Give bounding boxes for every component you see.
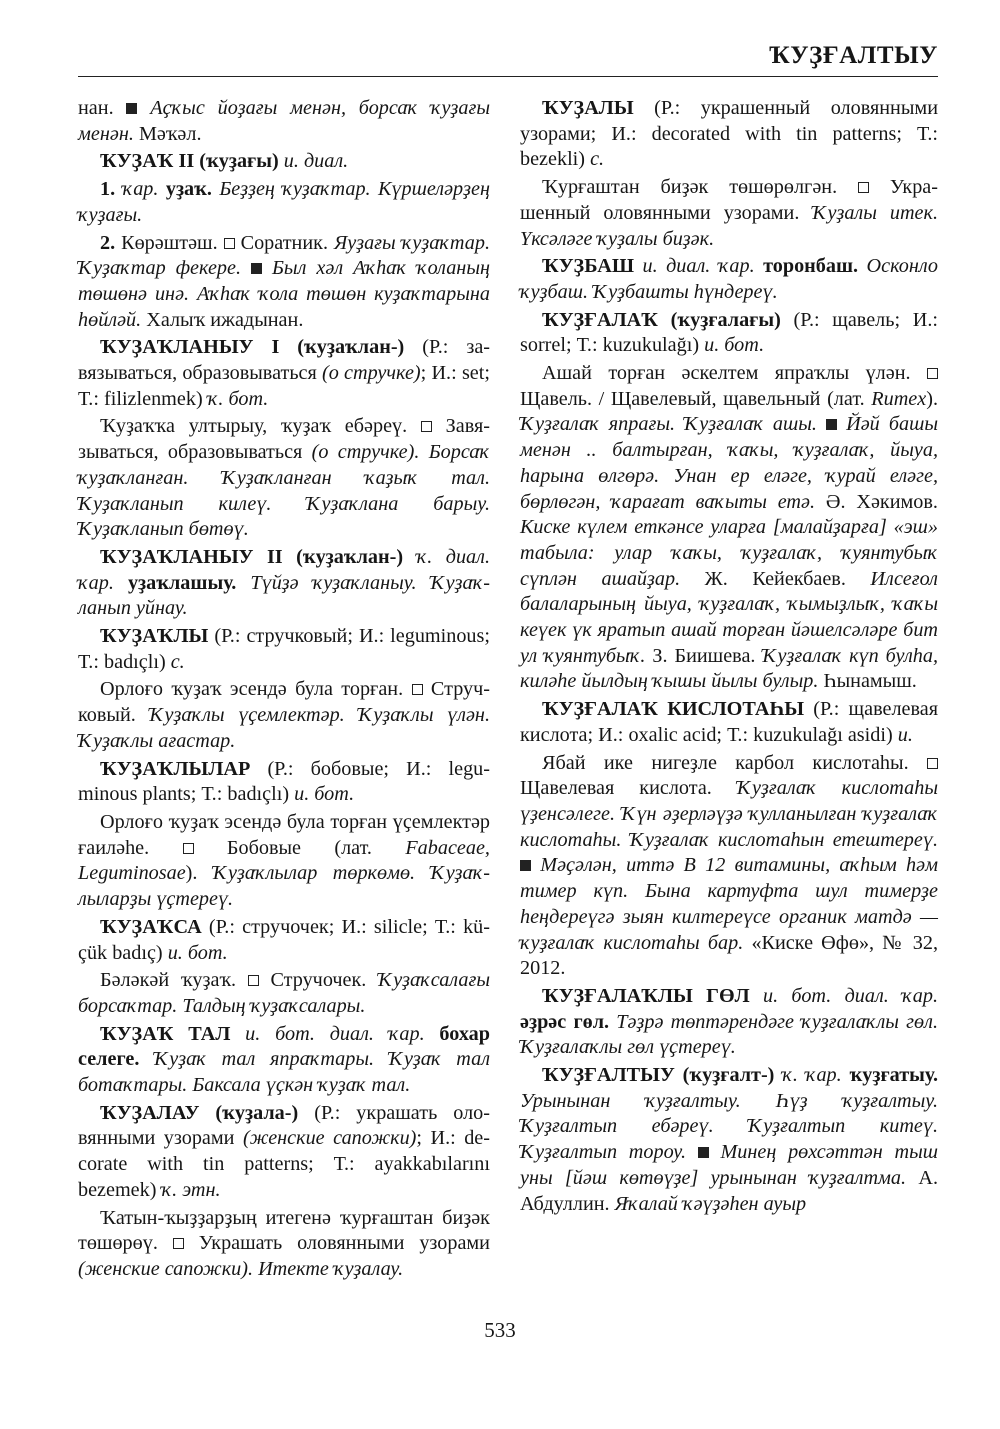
example-marker-icon: [126, 103, 137, 114]
translation-marker-icon: [927, 758, 938, 769]
entry-kuzgalak: ҠУҘҒАЛАҠ (ҡуҙғалағы) (Р.: щавель; И.: sorrel; Т.: kuzukulağı) и. бот.: [520, 308, 938, 357]
translation-marker-icon: [421, 421, 432, 432]
definition: Ҡатын-ҡыҙҙарҙың итегенә ҡурғаштан биҙәк төшөрөү. Украшать оловянными узорами (женские сапожки). Итекте ҡуҙалау.: [78, 1206, 490, 1280]
definition: Ҡурғаштан биҙәк төшөрөлгән. Украшенный оловянными узорами. Ҡуҙалы итек. Үксәләге ҡуҙалы биҙәк.: [520, 176, 939, 250]
page-header: [78, 42, 938, 78]
headword: ҠУҘАҠЛАНЫУ II (ҡуҙаҡлан-): [100, 545, 404, 568]
sense-1: 1. ҡар. уҙаҡ. Беҙҙең ҡуҙаҡтар. Күршеләрҙең ҡуҙағы.: [78, 178, 491, 226]
entry-kuzbash: ҠУҘБАШ и. диал. ҡар. торонбаш. Осконло ҡуҙбаш. Ҡуҙбашты һүндереү.: [520, 255, 938, 303]
definition: Ашай торған әскелтем япраҡлы үлән. Щавель. / Щавелевый, щавельный (лат. Rumex). Ҡуҙғалаҡ япрағы. Ҡуҙғалаҡ ашы. Йәй башы менән .. балтырған, ҡаҡы, ҡуҙғалаҡ, йыуа, һарына өлгөрә. Унан ер еләге, ҡурай еләге, бөрлөгән, ҡарағат ваҡыты етә. Ә. Хәкимов. Киске күлем еткәнсе уларға [малайҙарға] «эш» табыла: улар ҡаҡы, ҡуҙғалаҡ, ҡуянтубыҡ сүплән ашайҙар. Ж. Кейекбаев. Илсеғол балаларының йыуа, ҡуҙғалаҡ, ҡымыҙлыҡ, ҡаҡы кеүек үк яратып ашай торған йәшелсәләре бит ул ҡуянтубыҡ. З. Биишева. Ҡуҙғалаҡ күп булһа, киләһе йылдың ҡышы йылы булыр. Һынамыш.: [520, 362, 938, 693]
headword: ҠУҘҒАЛАҠЛЫ ГӨЛ: [542, 984, 750, 1007]
headword: ҠУҘАЛЫ: [542, 97, 634, 119]
headword: ҠУҘАҠСА: [100, 915, 202, 938]
entry-kuzalau: ҠУҘАЛАУ (ҡуҙала-) (Р.: украшать оловянными узорами (женские сапожки); И.: decorate with tin patterns; Т.: ayakkabılarını bezemek) ҡ. этн.: [78, 1101, 491, 1201]
entry-kuzaklanyu-1: ҠУҘАҠЛАНЫУ I (ҡуҙаҡлан-) (Р.: завязываться, образовываться (о стручке); И.: set; Т.: filizlenmek) ҡ. бот.: [78, 336, 491, 410]
definition: Бәләкәй ҡуҙаҡ. Стручочек. Ҡуҙаҡсалағы борсаҡтар. Талдың ҡуҙаҡсалары.: [78, 969, 490, 1017]
translation-marker-icon: [927, 368, 938, 379]
entry-kuzak-2: ҠУҘАҠ II (ҡуҙағы) и. диал.: [100, 150, 349, 173]
entry-kuzaksa: ҠУҘАҠСА (Р.: стручочек; И.: silicle; Т.: küçük badıç) и. бот.: [78, 915, 490, 964]
entry-kuzgaltyu: ҠУҘҒАЛТЫУ (ҡуҙғалт-) ҡ. ҡар. ҡуҙғатыу. Урынынан ҡуҙғалтыу. Һүҙ ҡуҙғалтыу. Ҡуҙғалтып ебәреү. Ҡуҙғалтып китеү. Ҡуҙғалтып тороу. Минең рөхсәттән тыш уны [йәш көтөүҙе] урынынан ҡуҙғалтма. А. Абдуллин. Яҡалай ҡәүҙәһен ауыр: [520, 1064, 939, 1215]
example-marker-icon: [826, 419, 837, 430]
entry-kuzak-tal: ҠУҘАҠ ТАЛ и. бот. диал. ҡар. бохар селеге. Ҡуҙаҡ тал япраҡтары. Ҡуҙаҡ тал ботаҡтары. Баксала үҫкән ҡуҙаҡ тал.: [78, 1022, 490, 1097]
translation-marker-icon: [412, 684, 423, 695]
entry-kuzaklylar: ҠУҘАҠЛЫЛАР (Р.: бобовые; И.: leguminous plants; Т.: badıçlı) и. бот.: [78, 757, 490, 806]
entry-kuzaklanyu-2: ҠУҘАҠЛАНЫУ II (ҡуҙаҡлан-) ҡ. диал. ҡар. уҙаҡлашыу. Түйҙә ҡуҙаҡланыу. Ҡуҙаҡланып уйнау.: [78, 545, 490, 620]
definition: Ябай ике нигеҙле карбол кислотаһы. Щавелевая кислота. Ҡуҙғалаҡ кислотаһы үҙенсәлеге. Ҡүн әҙерләүҙә ҡулланылған ҡуҙғалаҡ кислотаһы. Ҡуҙғалаҡ кислотаһын етештереү. Мәҫәлән, иттә В 12 витамины, аҡһым һәм тимер күп. Бына картуфта шул тимерҙе һеңдереүгә зыян килтереүсе органик матдә — ҡуҙғалаҡ кислотаһы бар. «Киске Өфө», № 32, 2012.: [520, 751, 939, 980]
sense-2: 2. Көрәштәш. Соратник. Яуҙағы ҡуҙаҡтар. Ҡуҙаҡтар фекере. Был хәл Аҡһаҡ ҡоланың төшөнә инә. Аҡһаҡ ҡола төшөн куҙаҡтарына һөйләй. Халыҡ ижадынан.: [78, 231, 491, 331]
translation-marker-icon: [858, 182, 869, 193]
headword: ҠУҘҒАЛАҠ (ҡуҙғалағы): [542, 308, 781, 331]
definition: Орлоғо ҡуҙаҡ эсендә була торған. Стручковый. Ҡуҙаҡлы үҫемлектәр. Ҡуҙаҡлы үлән. Ҡуҙаҡлы ағастар.: [78, 678, 490, 752]
running-head: ҠУҘҒАЛТЫУ: [769, 42, 938, 69]
left-column: [78, 96, 490, 1285]
definition: Орлоғо ҡуҙаҡ эсендә була торған үҫемлектәр ғаиләһе. Бобовые (лат. Fabaceae, Leguminosae). Ҡуҙаҡлылар төркөмө. Ҡуҙаҡлыларҙы үҫтереү.: [78, 810, 490, 911]
definition: Ҡуҙаҡҡа ултырыу, ҡуҙаҡ ебәреү. Завязываться, образовываться (о стручке). Борсаҡ ҡуҙаҡланған. Ҡуҙаҡланған ҡаҙыҡ тал. Ҡуҙаҡланып килеү. Ҡуҙаҡлана барыу. Ҡуҙаҡланып бөтөү.: [78, 415, 491, 541]
entry-kuzakly: ҠУҘАҠЛЫ (Р.: стручковый; И.: leguminous; Т.: badıçlı) с.: [78, 625, 490, 673]
translation-marker-icon: [183, 843, 194, 854]
headword: ҠУҘАҠ ТАЛ: [100, 1022, 231, 1045]
headword: ҠУҘАҠЛЫЛАР: [100, 757, 251, 780]
entry-kuzaly: ҠУҘАЛЫ (Р.: украшенный оловянными узорами; И.: decorated with tin patterns; Т.: bezekli) с.: [520, 97, 938, 171]
header-rule: [78, 76, 938, 77]
translation-marker-icon: [248, 975, 259, 986]
example-marker-icon: [520, 860, 531, 871]
translation-marker-icon: [224, 238, 235, 249]
entry-kuzgalak-kislotahy: ҠУҘҒАЛАҠ КИСЛОТАҺЫ (Р.: щавелевая кислота; И.: oxalic acid; Т.: kuzukulağı asidi) и.: [520, 698, 938, 746]
page-number: 533: [484, 1318, 516, 1342]
headword: ҠУҘАҠ II (ҡуҙағы): [100, 150, 279, 173]
translation-marker-icon: [173, 1238, 184, 1249]
entry-continuation: нан. Аҫҡыс йоҙағы менән, борсаҡ ҡуҙағы менән. Мәҡәл.: [78, 97, 490, 145]
headword: ҠУҘБАШ: [542, 255, 635, 278]
headword: ҠУҘАҠЛЫ: [100, 625, 209, 648]
entry-kuzgalakly-gol: ҠУҘҒАЛАҠЛЫ ГӨЛ и. бот. диал. ҡар. әҙрәс гөл. Тәҙрә төптәрендәге ҡуҙғалаҡлы гөл. Ҡуҙғалаҡлы гөл үҫтереү.: [520, 984, 938, 1059]
headword: ҠУҘАҠЛАНЫУ I (ҡуҙаҡлан-): [100, 336, 405, 359]
headword: ҠУҘҒАЛТЫУ (ҡуҙғалт-): [542, 1064, 775, 1087]
example-marker-icon: [698, 1147, 709, 1158]
headword: ҠУҘҒАЛАҠ КИСЛОТАҺЫ: [542, 698, 805, 721]
example-marker-icon: [251, 263, 262, 274]
right-column: [520, 96, 938, 1219]
headword: ҠУҘАЛАУ (ҡуҙала-): [100, 1101, 299, 1124]
